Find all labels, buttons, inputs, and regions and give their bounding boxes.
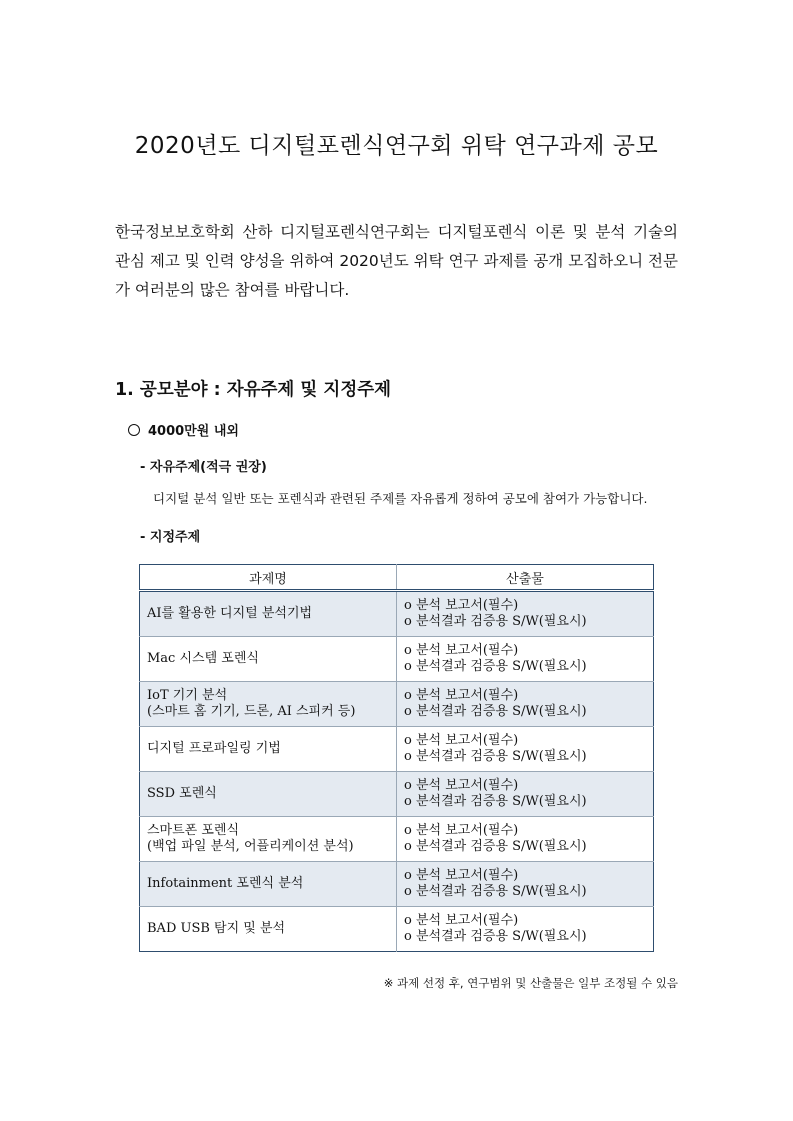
table-row xyxy=(140,637,654,682)
deliverable-item: o 분석결과 검증용 S/W(필요시) xyxy=(404,929,587,944)
circle-bullet-icon xyxy=(128,424,140,436)
header-deliverables: 산출물 xyxy=(397,565,654,591)
topic-name-cell xyxy=(140,682,397,727)
topic-name-cell xyxy=(140,637,397,682)
budget-text: 4000만원 내외 xyxy=(148,424,239,439)
deliverable-item: o 분석 보고서(필수) xyxy=(404,823,519,838)
deliverables-cell xyxy=(397,591,654,637)
deliverables-cell xyxy=(397,682,654,727)
deliverable-item: o 분석결과 검증용 S/W(필요시) xyxy=(404,614,587,629)
table-row xyxy=(140,727,654,772)
topic-name-line: AI를 활용한 디지털 분석기법 xyxy=(147,606,313,621)
table-row xyxy=(140,907,654,952)
topic-name-line: (백업 파일 분석, 어플리케이션 분석) xyxy=(147,839,354,854)
table-header-row xyxy=(140,565,654,591)
topic-name-cell xyxy=(140,591,397,637)
budget-line xyxy=(128,420,239,439)
deliverable-item: o 분석 보고서(필수) xyxy=(404,643,519,658)
deliverables-cell xyxy=(397,862,654,907)
header-topic-name: 과제명 xyxy=(140,565,397,591)
topic-name-line: 디지털 프로파일링 기법 xyxy=(147,741,281,756)
topic-name-cell xyxy=(140,907,397,952)
topic-name-line: IoT 기기 분석 xyxy=(147,688,228,703)
free-topic-description: 디지털 분석 일반 또는 포렌식과 관련된 주제를 자유롭게 정하여 공모에 참여가 가능합니다. xyxy=(153,491,648,506)
page-title: 2020년도 디지털포렌식연구회 위탁 연구과제 공모 xyxy=(134,133,659,159)
free-topic-heading: - 자유주제(적극 권장) xyxy=(140,460,267,475)
deliverable-item: o 분석결과 검증용 S/W(필요시) xyxy=(404,659,587,674)
deliverables-cell xyxy=(397,907,654,952)
topic-name-line: Mac 시스템 포렌식 xyxy=(147,651,259,666)
table-row xyxy=(140,772,654,817)
topic-name-cell xyxy=(140,772,397,817)
table-row xyxy=(140,682,654,727)
footnote: ※ 과제 선정 후, 연구범위 및 산출물은 일부 조정될 수 있음 xyxy=(383,976,678,990)
section-heading: 1. 공모분야 : 자유주제 및 지정주제 xyxy=(115,380,392,400)
deliverable-item: o 분석결과 검증용 S/W(필요시) xyxy=(404,749,587,764)
topic-name-cell xyxy=(140,862,397,907)
topic-name-line: BAD USB 탐지 및 분석 xyxy=(147,921,286,936)
designated-topics-table xyxy=(139,564,654,952)
deliverable-item: o 분석결과 검증용 S/W(필요시) xyxy=(404,794,587,809)
table-row xyxy=(140,591,654,637)
deliverable-item: o 분석 보고서(필수) xyxy=(404,733,519,748)
deliverable-item: o 분석 보고서(필수) xyxy=(404,598,519,613)
deliverable-item: o 분석결과 검증용 S/W(필요시) xyxy=(404,884,587,899)
deliverable-item: o 분석 보고서(필수) xyxy=(404,778,519,793)
intro-paragraph: 한국정보보호학회 산하 디지털포렌식연구회는 디지털포렌식 이론 및 분석 기술의 관심 제고 및 인력 양성을 위하여 2020년도 위탁 연구 과제를 공개 모집하오니 전문가 여러분의 많은 참여를 바랍니다. xyxy=(115,223,678,299)
deliverables-cell xyxy=(397,637,654,682)
deliverables-cell xyxy=(397,817,654,862)
table-row xyxy=(140,817,654,862)
deliverable-item: o 분석결과 검증용 S/W(필요시) xyxy=(404,704,587,719)
topic-name-line: 스마트폰 포렌식 xyxy=(147,823,240,838)
deliverable-item: o 분석 보고서(필수) xyxy=(404,868,519,883)
topic-name-cell xyxy=(140,817,397,862)
topic-name-line: Infotainment 포렌식 분석 xyxy=(147,876,304,891)
deliverable-item: o 분석결과 검증용 S/W(필요시) xyxy=(404,839,587,854)
deliverables-cell xyxy=(397,727,654,772)
deliverable-item: o 분석 보고서(필수) xyxy=(404,688,519,703)
table-row xyxy=(140,862,654,907)
topic-name-cell xyxy=(140,727,397,772)
topic-name-line: (스마트 홈 기기, 드론, AI 스피커 등) xyxy=(147,704,356,719)
topic-name-line: SSD 포렌식 xyxy=(147,786,217,801)
deliverables-cell xyxy=(397,772,654,817)
deliverable-item: o 분석 보고서(필수) xyxy=(404,913,519,928)
table-body xyxy=(140,591,654,952)
designated-topic-heading: - 지정주제 xyxy=(140,530,201,545)
